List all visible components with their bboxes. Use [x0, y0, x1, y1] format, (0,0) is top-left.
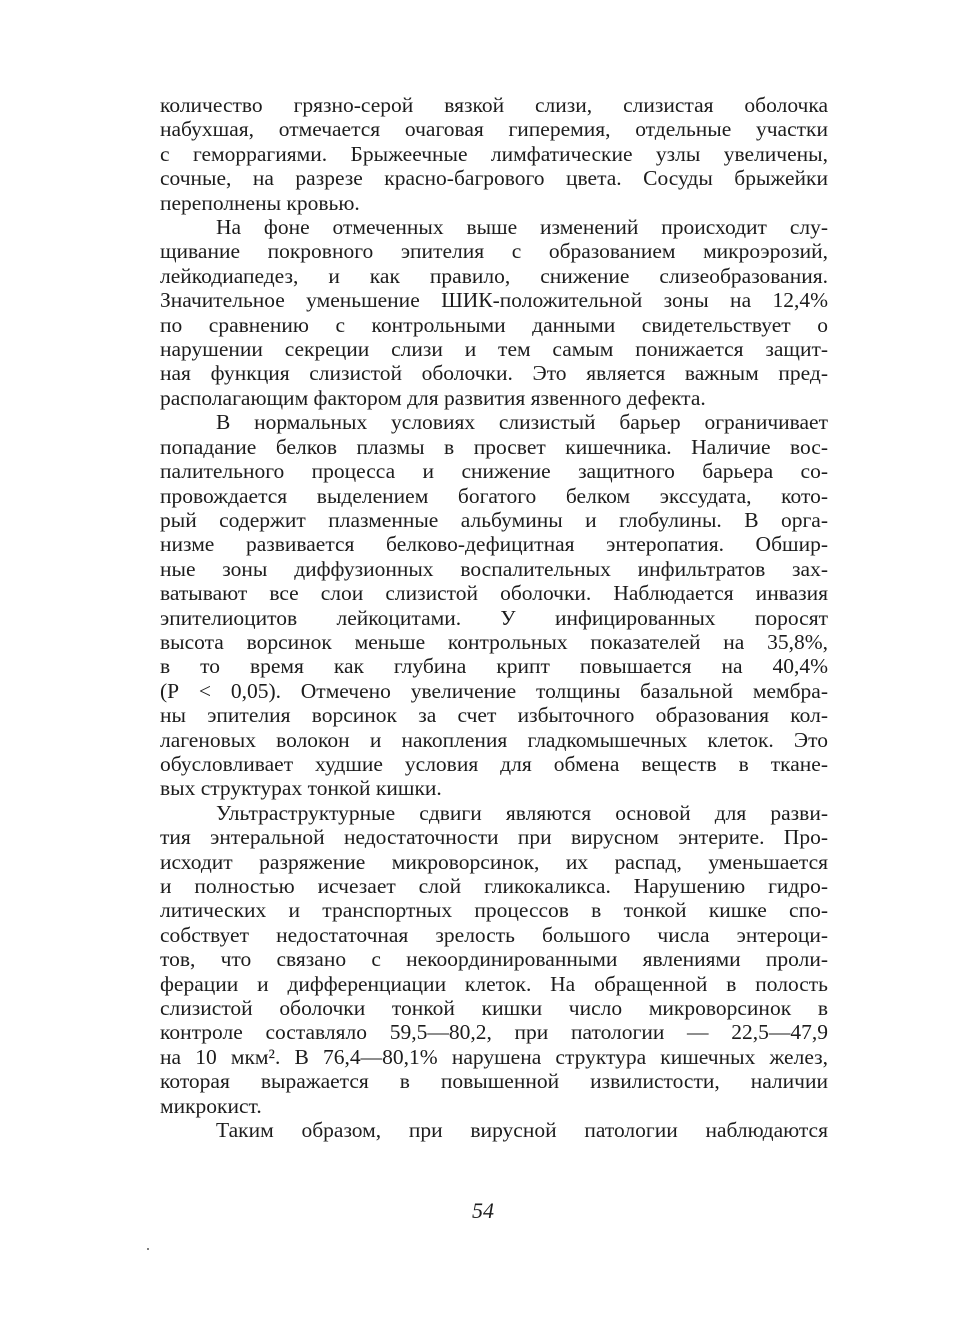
text-line: лейкодиапедез, и как правило, снижение слизеобразования.: [160, 263, 828, 288]
text-line: с геморрагиями. Брыжеечные лимфатические узлы увеличены,: [160, 141, 828, 166]
page-body: [160, 93, 828, 1142]
paragraph: [160, 215, 828, 410]
text-line: микрокист.: [160, 1093, 262, 1118]
text-line: попадание белков плазмы в просвет кишечника. Наличие вос-: [160, 434, 828, 459]
text-line: контроле составляло 59,5—80,2, при патологии — 22,5—47,9: [160, 1020, 828, 1045]
paragraph: [160, 801, 828, 1118]
text-line: щивание покровного эпителия с образованием микроэрозий,: [160, 239, 828, 264]
text-line: рый содержит плазменные альбумины и глобулины. В орга-: [160, 507, 828, 532]
text-line: и полностью исчезает слой гликокаликса. Нарушению гидро-: [160, 874, 828, 898]
paragraph: [160, 93, 828, 215]
text-line: в то время как глубина крипт повышается на 40,4%: [160, 654, 828, 679]
text-line: литических и транспортных процессов в тонкой кишке спо-: [160, 898, 828, 923]
text-line: слизистой оболочки тонкой кишки число микроворсинок в: [160, 996, 828, 1021]
text-line: обусловливает худшие условия для обмена веществ в ткане-: [160, 751, 828, 776]
text-line: располагающим фактором для развития язвенного дефекта.: [160, 385, 706, 410]
text-line: В нормальных условиях слизистый барьер ограничивает: [216, 410, 828, 435]
text-line: провождается выделением богатого белком экссудата, кото-: [160, 483, 828, 508]
text-line: ватывают все слои слизистой оболочки. Наблюдается инвазия: [160, 581, 828, 606]
text-line: переполнены кровью.: [160, 190, 360, 215]
text-line: по сравнению с контрольными данными свидетельствует о: [160, 312, 828, 337]
text-line: собствует недостаточная зрелость большого числа энтероци-: [160, 922, 828, 947]
text-line: набухшая, отмечается очаговая гиперемия, отдельные участки: [160, 117, 828, 142]
text-line: которая выражается в повышенной извилистости, наличии: [160, 1069, 828, 1094]
text-line: высота ворсинок меньше контрольных показателей на 35,8%,: [160, 629, 828, 654]
text-line: ная функция слизистой оболочки. Это является важным пред-: [160, 361, 828, 386]
text-line: количество грязно-серой вязкой слизи, слизистая оболочка: [160, 93, 828, 117]
text-line: Ультраструктурные сдвиги являются основой для разви-: [216, 800, 828, 825]
text-line: тов, что связано с некоординированными явлениями проли-: [160, 947, 828, 972]
paragraph: [160, 410, 828, 801]
page-number: 54: [472, 1198, 494, 1223]
text-line: лагеновых волокон и накопления гладкомышечных клеток. Это: [160, 727, 828, 752]
text-line: сочные, на разрезе красно-багрового цвета. Сосуды брыжейки: [160, 166, 828, 191]
text-line: Значительное уменьшение ШИК-положительной зоны на 12,4%: [160, 288, 828, 313]
text-line: на 10 мкм². В 76,4—80,1% нарушена структура кишечных желез,: [160, 1044, 828, 1069]
text-line: ны эпителия ворсинок за счет избыточного образования кол-: [160, 703, 828, 728]
text-line: тия энтеральной недостаточности при вирусном энтерите. Про-: [160, 825, 828, 850]
text-line: (Р < 0,05). Отмечено увеличение толщины базальной мембра-: [160, 678, 828, 703]
text-line: низме развивается белково-дефицитная энтеропатия. Обшир-: [160, 532, 828, 557]
text-line: эпителиоцитов лейкоцитами. У инфицированных поросят: [160, 605, 828, 630]
text-line: исходит разряжение микроворсинок, их распад, уменьшается: [160, 849, 828, 874]
text-line: палительного процесса и снижение защитного барьера со-: [160, 459, 828, 484]
text-line: вых структурах тонкой кишки.: [160, 776, 442, 801]
text-line: На фоне отмеченных выше изменений происходит слу-: [216, 215, 828, 240]
paragraph: [160, 1118, 828, 1142]
scan-speck: [147, 1248, 149, 1250]
text-line: ферации и дифференциации клеток. На обращенной в полость: [160, 971, 828, 996]
text-line: ные зоны диффузионных воспалительных инфильтратов зах-: [160, 556, 828, 581]
text-line: Таким образом, при вирусной патологии наблюдаются: [216, 1118, 828, 1143]
text-line: нарушении секреции слизи и тем самым понижается защит-: [160, 337, 828, 362]
